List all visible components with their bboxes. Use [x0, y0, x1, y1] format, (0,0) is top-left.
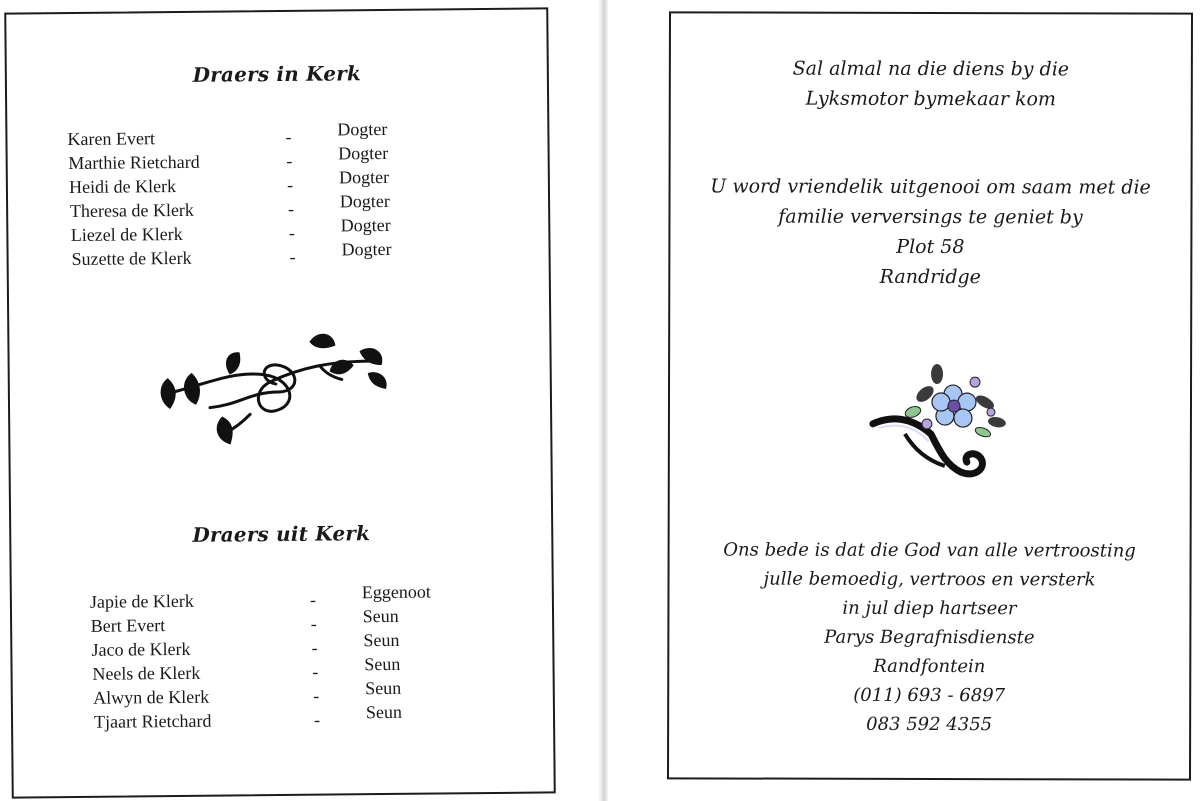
pallbearer-dash: -: [289, 246, 296, 267]
pallbearer-dash: -: [309, 589, 316, 610]
list-item: [9, 238, 549, 273]
section-title-draers-uit-kerk: Draers uit Kerk: [192, 521, 371, 547]
pallbearer-dash: -: [313, 709, 321, 730]
text-line: Plot 58: [896, 235, 965, 259]
pallbearer-role: Seun: [365, 677, 402, 699]
text-line: Lyksmotor bymekaar kom: [805, 87, 1056, 111]
pallbearer-role: Seun: [364, 653, 401, 675]
text-line: in jul diep hartseer: [842, 597, 1017, 620]
pallbearer-role: Dogter: [340, 214, 391, 236]
pallbearer-dash: -: [286, 150, 293, 171]
section-title-draers-in-kerk: Draers in Kerk: [192, 61, 362, 87]
pallbearers-out-church-list: [12, 581, 553, 736]
pallbearers-in-church-list: [7, 118, 548, 273]
text-line: Sal almal na die diens by die: [792, 57, 1070, 81]
refreshments-invitation: [670, 171, 1190, 292]
right-page-panel: [667, 11, 1193, 780]
pallbearer-name: Bert Evert: [90, 615, 166, 636]
pallbearer-role: Eggenoot: [361, 581, 431, 603]
pallbearer-dash: -: [312, 661, 319, 682]
text-line: U word vriendelik uitgenooi om saam met die: [710, 175, 1151, 199]
pallbearer-role: Dogter: [338, 142, 389, 164]
pallbearer-name: Theresa de Klerk: [69, 199, 194, 222]
pallbearer-dash: -: [311, 637, 318, 658]
text-line: Randridge: [879, 265, 981, 289]
pallbearer-name: Tjaart Rietchard: [93, 710, 212, 732]
pallbearer-name: Jaco de Klerk: [91, 638, 191, 660]
leaf-vine-ornament-icon: [149, 321, 400, 453]
text-line: Ons bede is dat die God van alle vertroosting: [723, 539, 1136, 562]
flower-bouquet-ornament-icon: [865, 354, 1015, 489]
condolence-and-undertaker: [669, 535, 1190, 739]
text-line: Parys Begrafnisdienste: [824, 626, 1035, 649]
pallbearer-name: Karen Evert: [67, 128, 156, 150]
pallbearer-name: Heidi de Klerk: [69, 175, 177, 198]
text-line: 083 592 4355: [866, 713, 993, 736]
pallbearer-name: Alwyn de Klerk: [93, 686, 210, 708]
pallbearer-dash: -: [285, 126, 292, 147]
pallbearer-role: Dogter: [339, 190, 390, 212]
pallbearer-role: Dogter: [341, 238, 392, 260]
pallbearer-name: Japie de Klerk: [89, 590, 194, 612]
text-line: familie verversings te geniet by: [778, 205, 1083, 229]
list-item: [13, 701, 553, 736]
pallbearer-dash: -: [288, 222, 295, 243]
pallbearer-role: Seun: [363, 629, 400, 651]
pallbearer-role: Dogter: [338, 166, 390, 188]
left-page-panel: [4, 7, 556, 798]
pallbearer-dash: -: [287, 198, 295, 219]
pallbearer-name: Neels de Klerk: [92, 662, 201, 684]
pallbearer-name: Suzette de Klerk: [71, 247, 192, 269]
pallbearer-role: Seun: [362, 605, 399, 627]
pallbearer-role: Seun: [365, 701, 403, 723]
pallbearer-role: Dogter: [337, 118, 388, 140]
pallbearer-dash: -: [313, 685, 320, 706]
text-line: julle bemoedig, vertroos en versterk: [763, 568, 1096, 591]
text-line: Randfontein: [873, 655, 986, 678]
pallbearer-name: Marthie Rietchard: [68, 151, 200, 174]
gathering-notice: [671, 53, 1191, 114]
pallbearer-dash: -: [286, 174, 294, 195]
page-fold: [598, 0, 608, 801]
pallbearer-name: Liezel de Klerk: [70, 223, 183, 246]
pallbearer-dash: -: [310, 613, 317, 634]
text-line: (011) 693 - 6897: [853, 684, 1006, 707]
